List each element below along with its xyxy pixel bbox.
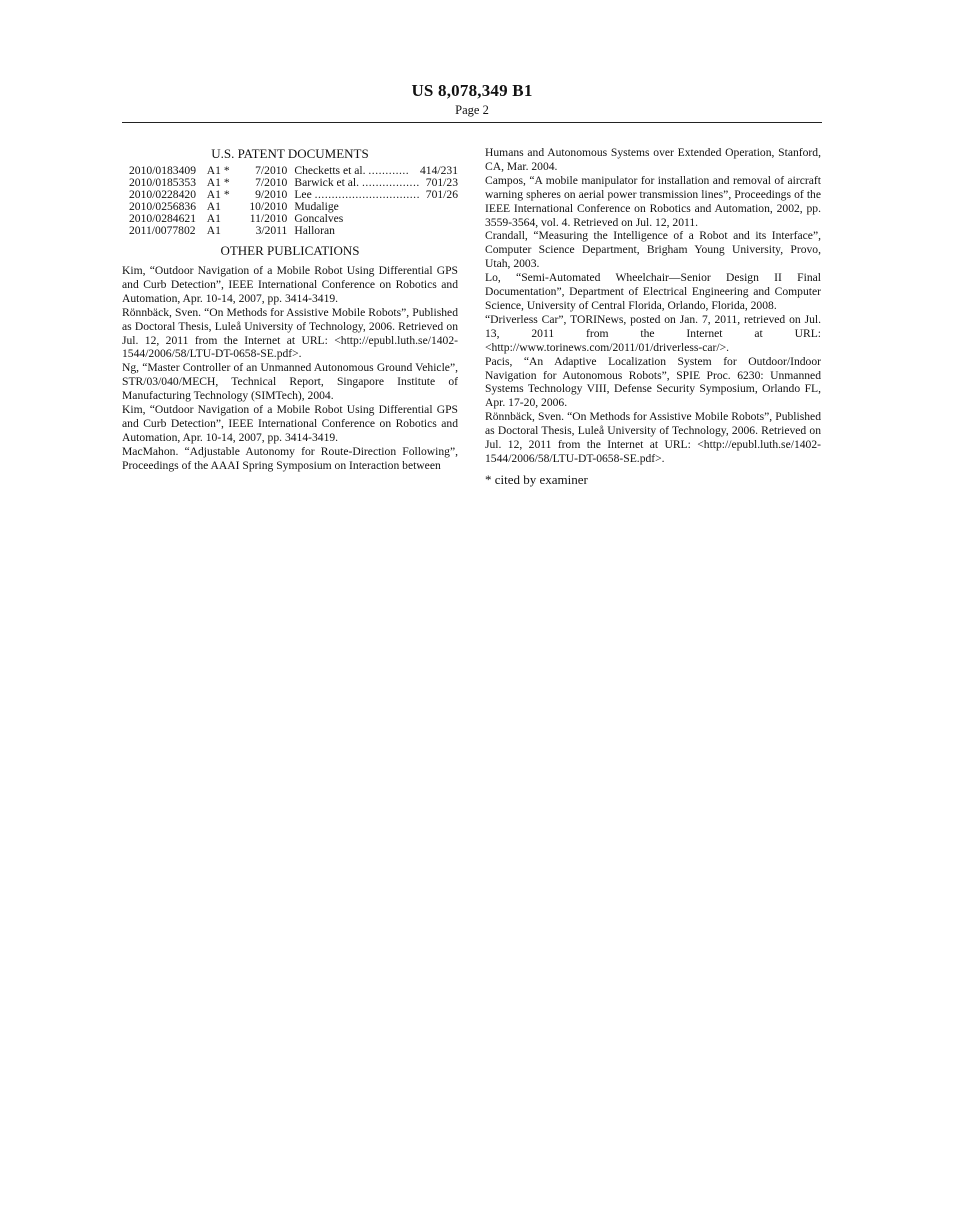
left-publications-list	[122, 264, 458, 473]
publication-entry: Humans and Autonomous Systems over Extended Operation, Stanford, CA, Mar. 2004.	[485, 146, 821, 173]
inventor-name: Barwick et al.	[294, 177, 360, 189]
inventor-cell	[294, 177, 420, 189]
inventor-cell	[294, 189, 420, 201]
publication-entry: “Driverless Car”, TORINews, posted on Jan. 7, 2011, retrieved on Jul. 13, 2011 from the Internet at URL: <http://www.torinews.com/2011/01/driverless-car/>.	[485, 312, 821, 354]
page-header	[122, 80, 822, 118]
cited-by-examiner-note: * cited by examiner	[485, 471, 588, 487]
patent-row	[129, 225, 458, 237]
date-cell: 7/2010	[255, 164, 288, 177]
inventor-cell	[294, 213, 420, 225]
patent-number-cell: 2010/0185353	[129, 176, 196, 189]
publication-entry: Pacis, “An Adaptive Localization System for Outdoor/Indoor Navigation for Autonomous Robots”, SPIE Proc. 6230: Unmanned Systems Technology VIII, Defense Security Symposium, Orlando FL, Apr. 17-20, 2006.	[485, 354, 821, 410]
kind-code-cell: A1 *	[206, 164, 230, 177]
patent-number-cell: 2010/0183409	[129, 164, 196, 177]
publication-entry: Kim, “Outdoor Navigation of a Mobile Robot Using Differential GPS and Curb Detection”, IEEE International Conference on Robotics and Automation, Apr. 10-14, 2007, pp. 3414-3419.	[122, 264, 458, 305]
date-cell: 3/2011	[255, 224, 288, 237]
kind-code-cell: A1	[206, 212, 221, 225]
patent-number-cell: 2011/0077802	[129, 224, 196, 237]
other-publications-heading: OTHER PUBLICATIONS	[220, 243, 360, 258]
kind-code-cell: A1 *	[206, 176, 230, 189]
publication-entry: Rönnbäck, Sven. “On Methods for Assistive Mobile Robots”, Published as Doctoral Thesis, Luleå University of Technology, 2006. Retrieved on Jul. 12, 2011 from the Internet at URL: <http://epubl.luth.se/1402-1544/2006/58/LTU-DT-0658-SE.pdf>.	[122, 305, 458, 361]
publication-entry: Campos, “A mobile manipulator for installation and removal of aircraft warning spheres on aerial power transmission lines”, Proceedings of the IEEE International Conference on Robotics and Automation, 2002, pp. 3559-3564, vol. 4. Retrieved on Jul. 12, 2011.	[485, 173, 821, 229]
inventor-name: Lee	[294, 189, 312, 201]
kind-code-cell: A1	[206, 200, 221, 213]
inventor-name: Mudalige	[294, 201, 339, 213]
class-cell	[420, 201, 458, 213]
patent-documents-table	[129, 165, 458, 237]
publication-entry: Ng, “Master Controller of an Unmanned Autonomous Ground Vehicle”, STR/03/040/MECH, Technical Report, Singapore Institute of Manufacturing Technology (SIMTech), 2004.	[122, 361, 458, 403]
header-rule	[122, 122, 822, 123]
kind-code-cell: A1 *	[206, 188, 230, 201]
page-number: Page 2	[455, 103, 489, 117]
right-column	[485, 146, 821, 488]
left-column	[122, 146, 458, 473]
class-cell: 701/26	[425, 188, 458, 201]
publication-entry: Rönnbäck, Sven. “On Methods for Assistive Mobile Robots”, Published as Doctoral Thesis, Luleå University of Technology, 2006. Retrieved on Jul. 12, 2011 from the Internet at URL: <http://epubl.luth.se/1402-1544/2006/58/LTU-DT-0658-SE.pdf>.	[485, 410, 821, 465]
inventor-cell	[294, 165, 420, 177]
inventor-cell	[294, 201, 420, 213]
dot-leader: ...............................	[314, 189, 420, 201]
publication-entry: MacMahon. “Adjustable Autonomy for Route-Direction Following”, Proceedings of the AAAI Spring Symposium on Interaction between	[122, 444, 458, 472]
patent-number-cell: 2010/0256836	[129, 200, 196, 213]
inventor-name: Checketts et al.	[294, 165, 366, 177]
inventor-name: Goncalves	[294, 213, 344, 225]
class-cell	[420, 213, 458, 225]
class-cell: 701/23	[425, 176, 458, 189]
kind-code-cell: A1	[206, 224, 221, 237]
publication-entry: Kim, “Outdoor Navigation of a Mobile Robot Using Differential GPS and Curb Detection”, IEEE International Conference on Robotics and Automation, Apr. 10-14, 2007, pp. 3414-3419.	[122, 403, 458, 444]
class-cell: 414/231	[419, 164, 458, 177]
date-cell: 7/2010	[255, 176, 288, 189]
dot-leader: .................	[361, 177, 420, 189]
class-cell	[420, 225, 458, 237]
inventor-name: Halloran	[294, 225, 335, 237]
publication-entry: Lo, “Semi-Automated Wheelchair—Senior Design II Final Documentation”, Department of Electrical Engineering and Computer Science, University of Central Florida, Orlando, Florida, 2008.	[485, 271, 821, 312]
date-cell: 10/2010	[249, 200, 288, 213]
patent-number-cell: 2010/0284621	[129, 212, 196, 225]
dot-leader: ............	[368, 165, 410, 177]
date-cell: 9/2010	[255, 188, 288, 201]
us-patent-documents-heading: U.S. PATENT DOCUMENTS	[211, 146, 369, 161]
inventor-cell	[294, 225, 420, 237]
patent-number: US 8,078,349 B1	[411, 81, 533, 100]
date-cell: 11/2010	[249, 212, 288, 225]
publication-entry: Crandall, “Measuring the Intelligence of a Robot and its Interface”, Computer Science Department, Brigham Young University, Provo, Utah, 2003.	[485, 229, 821, 271]
right-publications-list	[485, 146, 821, 466]
patent-number-cell: 2010/0228420	[129, 188, 196, 201]
